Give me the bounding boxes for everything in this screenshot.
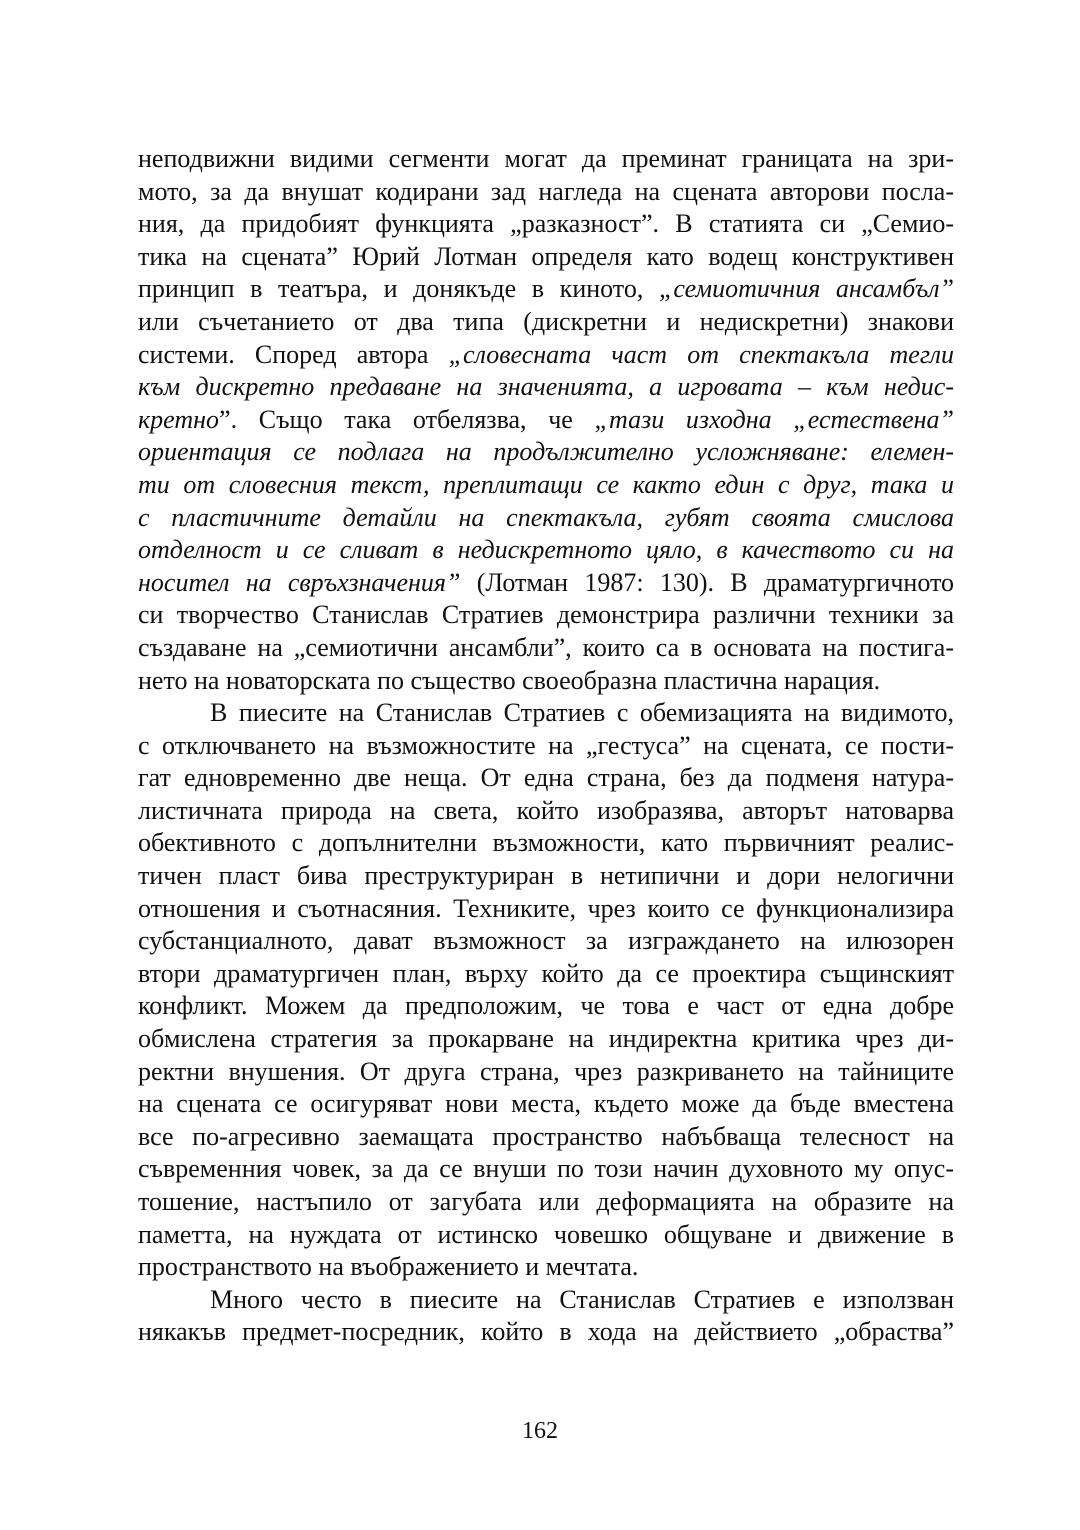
text-line: създаване на „семиотични ансамбли”, които са в основата на постига- — [138, 632, 954, 662]
text-line: пространството на въображението и мечтата. — [138, 1252, 639, 1282]
text-line: отношения и съотнасяния. Техниките, чрез които се функционализира — [138, 893, 954, 923]
italic-quote: носител на свръхзначения” — [138, 567, 461, 597]
text-run: (Лотман 1987: 130). В драматургичното — [460, 567, 954, 597]
text-line: нето на новаторската по същество своеобразна пластична нарация. — [138, 665, 881, 695]
paragraph-1 — [138, 143, 954, 697]
text-line — [138, 273, 954, 306]
paragraph-3 — [138, 1284, 954, 1349]
text-line: неподвижни видими сегменти могат да преминат границата на зри- — [138, 144, 954, 173]
text-line: субстанциалното, дават възможност за изграждането на илюзорен — [138, 926, 954, 956]
italic-quote-line: ориентация се подлага на продължително усложняване: елемен- — [138, 437, 954, 467]
text-line: втори драматургичен план, върху който да се проектира същинският — [138, 958, 954, 988]
text-line: на сцената се осигуряват нови места, където може да бъде вместена — [138, 1089, 954, 1119]
text-line: листичната природа на света, който изобразява, авторът натоварва — [138, 795, 954, 825]
text-line: съвременния човек, за да се внуши по този начин духовното му опус- — [138, 1154, 954, 1184]
italic-quote: кретно — [138, 404, 220, 434]
paragraph-2 — [138, 697, 954, 1284]
text-line: си творчество Станислав Стратиев демонстрира различни техники за — [138, 600, 954, 630]
italic-quote-line: към дискретно предаване на значенията, а игровата – към недис- — [138, 372, 954, 402]
page-number: 162 — [522, 1418, 558, 1444]
text-line — [138, 339, 954, 372]
text-line: все по-агресивно заемащата пространство набъбваща телесност на — [138, 1121, 954, 1151]
body-text — [138, 143, 954, 1349]
text-line: паметта, на нуждата от истинско човешко общуване и движение в — [138, 1219, 954, 1249]
text-line: обмислена стратегия за прокарване на индиректна критика чрез ди- — [138, 1024, 954, 1054]
italic-quote: „семиотичния ансамбъл” — [658, 274, 954, 304]
italic-quote-line: ти от словесния текст, преплитащи се както един с друг, така и — [138, 469, 954, 499]
text-line: или съчетанието от два типа (дискретни и недискретни) знакови — [138, 306, 954, 336]
text-line: някакъв предмет-посредник, който в хода на действието „обраства” — [138, 1317, 954, 1347]
text-line: с отключването на възможностите на „гестуса” на сцената, се пости- — [138, 730, 954, 760]
text-line — [138, 404, 954, 437]
text-line — [138, 567, 954, 600]
italic-quote-line: с пластичните детайли на спектакъла, губят своята смислова — [138, 502, 954, 532]
italic-quote: „словесната част от спектакъла тегли — [448, 339, 954, 369]
text-run: ”. Също така отбелязва, че — [219, 404, 595, 434]
text-line: конфликт. Можем да предположим, че това е част от една добре — [138, 991, 954, 1021]
italic-quote: „тази изходна „естествена” — [594, 404, 954, 434]
text-run: системи. Според автора — [138, 339, 449, 369]
text-line: ректни внушения. От друга страна, чрез разкриването на тайниците — [138, 1056, 954, 1086]
text-run: принцип в театъра, и донякъде в киното, — [138, 274, 659, 304]
text-line: Много често в пиесите на Станислав Стратиев е използван — [210, 1284, 954, 1314]
text-line: тика на сцената” Юрий Лотман определя като водещ конструктивен — [138, 241, 954, 271]
text-line: гат едновременно две неща. От една страна, без да подменя натура- — [138, 763, 954, 793]
text-line: ния, да придобият функцията „разказност”. В статията си „Семио- — [138, 209, 954, 239]
text-line: тичен пласт бива преструктуриран в нетипични и дори нелогични — [138, 861, 954, 891]
text-line: обективното с допълнителни възможности, като първичният реалис- — [138, 828, 954, 858]
text-line: тошение, настъпило от загубата или деформацията на образите на — [138, 1187, 954, 1216]
text-line: В пиесите на Станислав Стратиев с обемизацията на видимото, — [210, 698, 954, 728]
italic-quote-line: отделност и се сливат в недискретното цяло, в качеството си на — [138, 535, 954, 565]
text-line: мото, за да внушат кодирани зад нагледа на сцената авторови посла- — [138, 176, 954, 206]
